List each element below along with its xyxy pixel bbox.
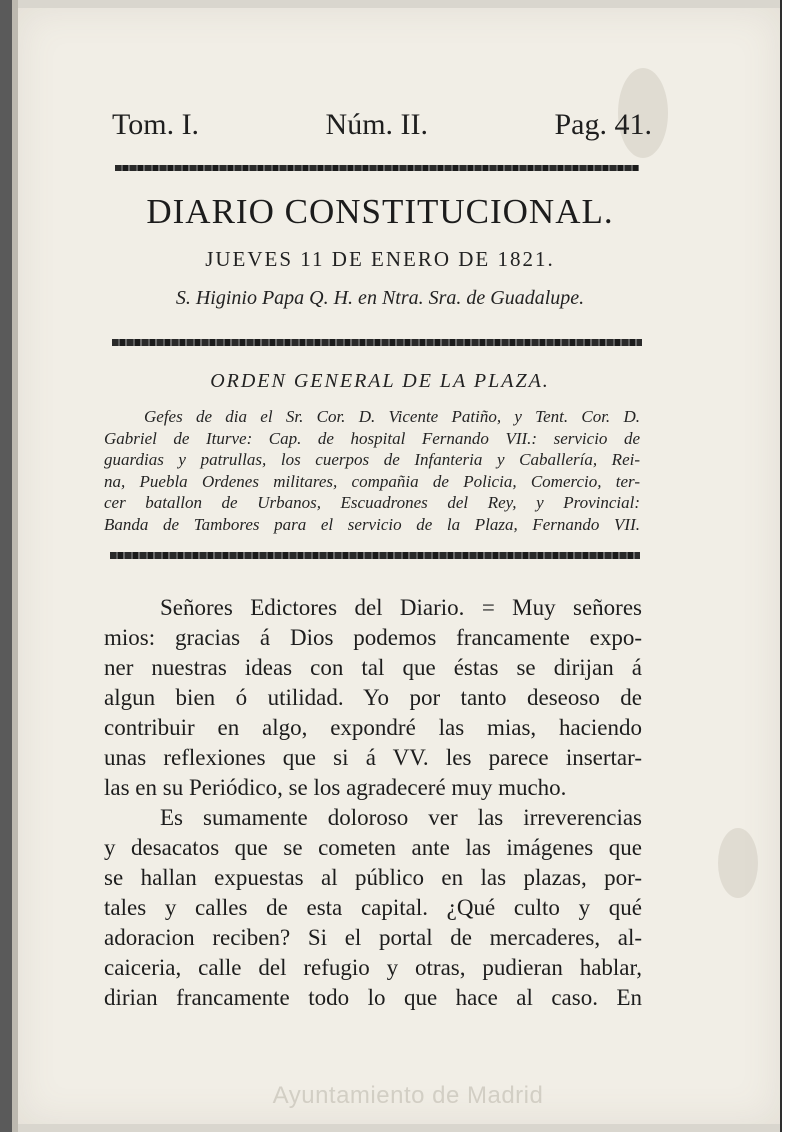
text-line: na, Puebla Ordenes militares, compañia de Policia, Comercio, ter- <box>104 471 640 491</box>
text-line: unas reflexiones que si á VV. les parece insertar- <box>104 745 642 770</box>
page-number: Pag. 41. <box>554 108 652 141</box>
scan-right-edge <box>780 0 800 1132</box>
text-line: Gefes de dia el Sr. Cor. D. Vicente Patiño, y Tent. Cor. D. <box>144 407 640 426</box>
paper-stain <box>718 828 758 898</box>
letter-body <box>104 593 642 1013</box>
scan-left-edge <box>0 0 12 1132</box>
text-line: ner nuestras ideas con tal que éstas se dirijan á <box>104 655 642 680</box>
text-line: algun bien ó utilidad. Yo por tanto deseoso de <box>104 685 642 710</box>
page-header <box>112 108 652 142</box>
text-line: Banda de Tambores para el servicio de la Plaza, Fernando VII. <box>104 514 640 534</box>
text-line: se hallan expuestas al público en las plazas, por- <box>104 865 642 890</box>
newspaper-title: DIARIO CONSTITUCIONAL. <box>146 192 614 231</box>
text-line: guardias y patrullas, los cuerpos de Infanteria y Caballería, Rei- <box>104 450 640 469</box>
ornamental-rule <box>115 165 639 171</box>
volume-number: Tom. I. <box>112 108 200 141</box>
text-line: las en su Periódico, se los agradeceré muy mucho. <box>104 775 567 800</box>
section-title: ORDEN GENERAL DE LA PLAZA. <box>210 370 550 392</box>
text-line: adoracion reciben? Si el portal de mercaderes, al- <box>104 925 642 950</box>
text-line: dirian francamente todo lo que hace al caso. En <box>104 985 642 1010</box>
orden-paragraph <box>104 406 640 535</box>
text-line: y desacatos que se cometen ante las imágenes que <box>104 835 642 860</box>
saint-of-day: S. Higinio Papa Q. H. en Ntra. Sra. de Guadalupe. <box>175 287 585 309</box>
text-line: Señores Edictores del Diario. = Muy señores <box>160 595 642 620</box>
ornamental-rule <box>112 339 642 346</box>
issue-date: JUEVES 11 DE ENERO DE 1821. <box>205 247 555 271</box>
library-watermark: Ayuntamiento de Madrid <box>272 1082 544 1109</box>
text-line: Gabriel de Iturve: Cap. de hospital Fernando VII.: servicio de <box>104 428 640 448</box>
ornamental-rule <box>110 552 640 559</box>
text-line: caiceria, calle del refugio y otras, pudieran hablar, <box>104 955 642 980</box>
issue-number: Núm. II. <box>325 108 429 141</box>
text-line: contribuir en algo, expondré las mias, haciendo <box>104 715 642 740</box>
text-line: mios: gracias á Dios podemos francamente expo- <box>104 625 642 650</box>
text-line: cer batallon de Urbanos, Escuadrones del Rey, y Provincial: <box>104 493 640 512</box>
text-line: Es sumamente doloroso ver las irreverencias <box>160 805 642 830</box>
text-line: tales y calles de esta capital. ¿Qué culto y qué <box>104 895 642 920</box>
